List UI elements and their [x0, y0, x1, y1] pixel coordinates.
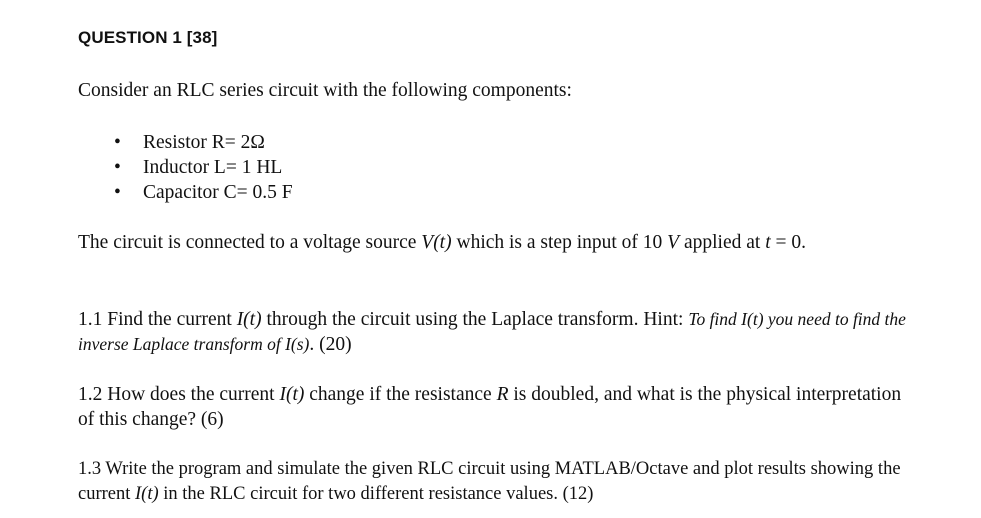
q2-text-2: change if the resistance — [304, 384, 497, 405]
q1-hint-math-is: I(s) — [285, 334, 310, 354]
voltage-source-paragraph — [78, 230, 918, 255]
q2-text-1: 1.2 How does the current — [78, 384, 280, 405]
q1-text-2: through the circuit using the Laplace transform. Hint: — [261, 309, 689, 330]
source-text-3: applied at — [679, 232, 766, 253]
list-item — [114, 180, 293, 205]
q1-text-1: 1.1 Find the current — [78, 309, 237, 330]
q3-math-it: I(t) — [135, 484, 159, 504]
inductor-value: Inductor L= 1 HL — [143, 157, 283, 178]
source-math-vt: V(t) — [421, 232, 452, 253]
question-1-1 — [78, 307, 918, 357]
q3-text-2: in the RLC circuit for two different resistance values. (12) — [158, 484, 594, 504]
bullet-icon: • — [114, 132, 121, 153]
question-1-3 — [78, 457, 918, 507]
q1-marks: . (20) — [309, 334, 352, 355]
q2-text-3: is doubled, and what is the physical interpretation of this change? (6) — [78, 384, 902, 430]
q1-hint-math-it: I(t) — [741, 309, 764, 329]
source-math-t: t — [765, 232, 771, 253]
source-math-v: V — [667, 232, 680, 253]
question-1-2 — [78, 382, 918, 432]
source-text-1: The circuit is connected to a voltage source — [78, 232, 422, 253]
resistor-value: Resistor R= 2Ω — [143, 132, 265, 153]
component-list — [114, 130, 293, 205]
q2-math-it: I(t) — [279, 384, 305, 405]
capacitor-value: Capacitor C= 0.5 F — [143, 182, 293, 203]
list-item — [114, 155, 293, 180]
list-item — [114, 130, 293, 155]
bullet-icon: • — [114, 157, 121, 178]
q1-hint-2: you need to find the inverse Laplace transform of — [78, 309, 906, 354]
question-heading: QUESTION 1 [38] — [78, 28, 218, 47]
bullet-icon: • — [114, 182, 121, 203]
q3-text-1: 1.3 Write the program and simulate the given RLC circuit using MATLAB/Octave and plot results showing the current — [78, 459, 901, 504]
source-text-4: = 0. — [770, 232, 806, 253]
intro-sentence: Consider an RLC series circuit with the following components: — [78, 80, 572, 101]
source-text-2: which is a step input of 10 — [451, 232, 668, 253]
q1-hint-1: To find — [688, 309, 742, 329]
q2-math-r: R — [496, 384, 509, 405]
q1-math-it: I(t) — [236, 309, 262, 330]
